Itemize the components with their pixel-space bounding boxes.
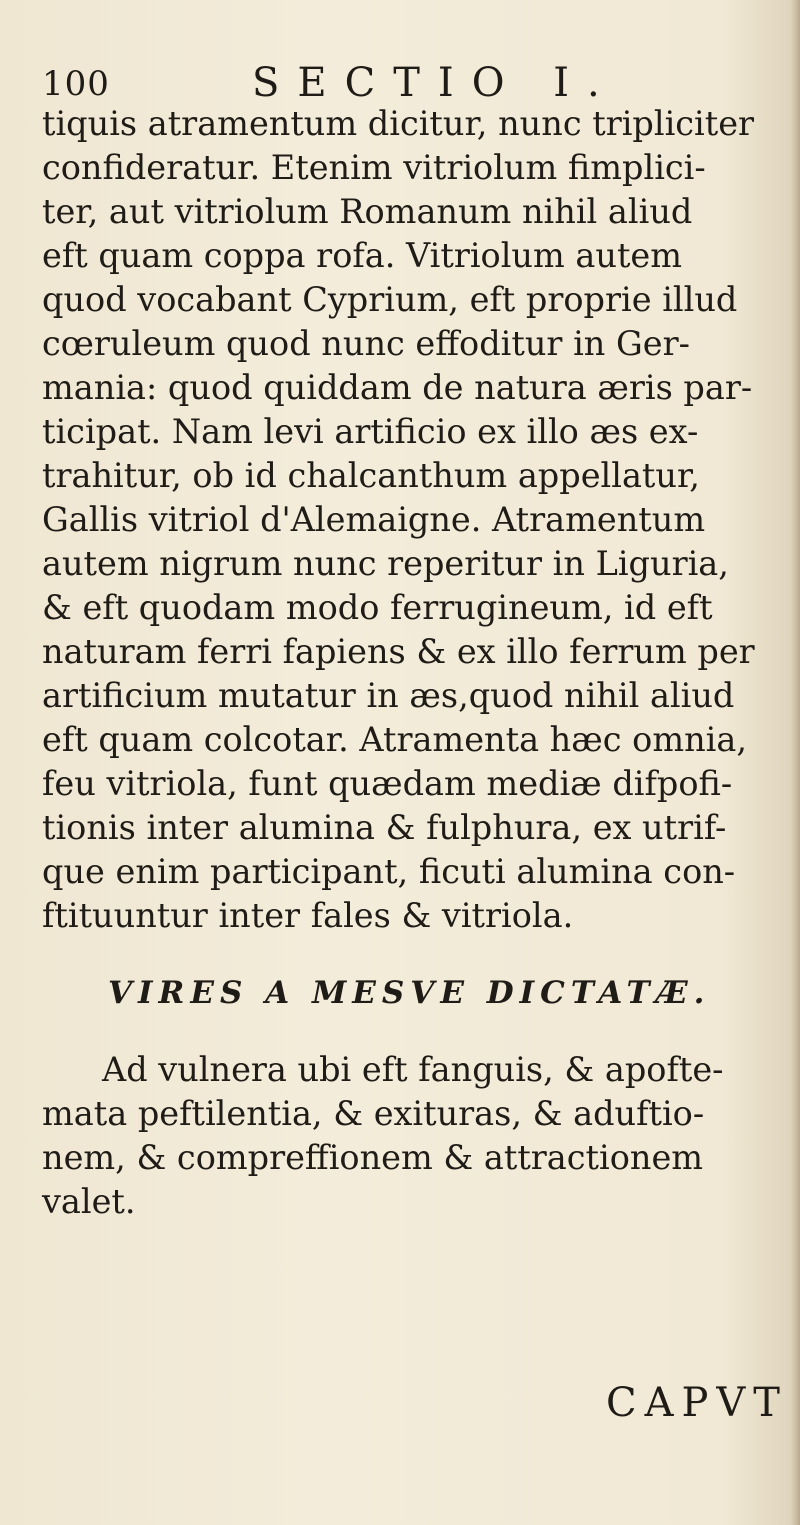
catchword: CAPVT <box>606 1380 788 1426</box>
text-line: que enim participant, ficuti alumina con- <box>42 852 736 891</box>
text-line: Gallis vitriol d'Alemaigne. Atramentum <box>42 500 706 539</box>
text-line: ftituuntur inter fales & vitriola. <box>42 896 574 935</box>
text-line: mata peftilentia, & exituras, & aduftio- <box>42 1094 705 1133</box>
text-line: valet. <box>42 1182 136 1221</box>
text-line: confideratur. Etenim vitriolum fimplici- <box>42 148 706 187</box>
text-line: autem nigrum nunc reperitur in Liguria, <box>42 544 729 583</box>
text-line: trahitur, ob id chalcanthum appellatur, <box>42 456 700 495</box>
text-line: artificium mutatur in æs,quod nihil aliud <box>42 676 735 715</box>
text-line: mania: quod quiddam de natura æris par- <box>42 368 753 407</box>
section-heading: VIRES A MESVE DICTATÆ. <box>108 975 711 1011</box>
text-line: Ad vulnera ubi eft fanguis, & apofte- <box>102 1050 724 1089</box>
text-line: ter, aut vitriolum Romanum nihil aliud <box>42 192 693 231</box>
paragraph-2 <box>42 1048 782 1224</box>
text-line: eft quam colcotar. Atramenta hæc omnia, <box>42 720 748 759</box>
paragraph-1 <box>42 102 782 938</box>
text-line: naturam ferri fapiens & ex illo ferrum per <box>42 632 755 671</box>
page-number: 100 <box>42 64 110 104</box>
text-line: cœruleum quod nunc effoditur in Ger- <box>42 324 690 363</box>
text-line: tionis inter alumina & fulphura, ex utrif- <box>42 808 727 847</box>
text-line: quod vocabant Cyprium, eft proprie illud <box>42 280 738 319</box>
text-line: tiquis atramentum dicitur, nunc tripliciter <box>42 104 755 143</box>
text-line: ticipat. Nam levi artificio ex illo æs ex- <box>42 412 699 451</box>
text-line: eft quam coppa rofa. Vitriolum autem <box>42 236 683 275</box>
running-head: SECTIO I. <box>252 60 618 106</box>
text-line: nem, & compreffionem & attractionem <box>42 1138 704 1177</box>
page-edge-shadow <box>790 0 800 1525</box>
text-line: feu vitriola, funt quædam mediæ difpofi- <box>42 764 733 803</box>
text-line: & eft quodam modo ferrugineum, id eft <box>42 588 713 627</box>
